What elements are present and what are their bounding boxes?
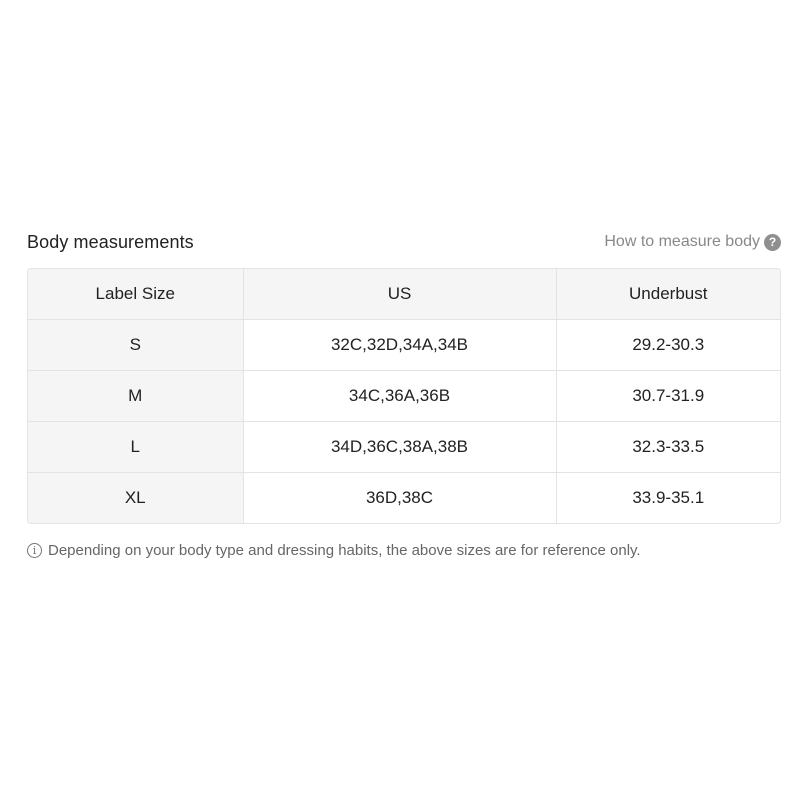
- how-to-measure-label[interactable]: How to measure body: [604, 233, 760, 250]
- column-header-underbust: Underbust: [556, 269, 780, 320]
- cell-label-size: L: [28, 422, 243, 473]
- column-header-label-size: Label Size: [28, 269, 243, 320]
- cell-underbust: 30.7-31.9: [556, 371, 780, 422]
- table-row: [28, 320, 780, 371]
- question-circle-icon[interactable]: ?: [764, 234, 781, 251]
- body-measurements-panel: [27, 228, 781, 559]
- cell-underbust: 33.9-35.1: [632, 488, 705, 507]
- reference-note-text: Depending on your body type and dressing habits, the above sizes are for reference only.: [48, 542, 641, 559]
- cell-label-size: M: [28, 371, 243, 422]
- info-circle-icon: i: [27, 543, 42, 558]
- cell-us: 34D,36C,38A,38B: [243, 422, 556, 473]
- cell-underbust: 32.3-33.5: [556, 422, 780, 473]
- size-table: [27, 268, 781, 524]
- cell-label-size: XL: [28, 473, 243, 524]
- panel-header: [27, 228, 781, 256]
- cell-us: 34C,36A,36B: [243, 371, 556, 422]
- cell-us: 36D,38C: [243, 473, 556, 524]
- reference-note: [27, 542, 781, 559]
- table-row: [28, 473, 780, 524]
- panel-title: Body measurements: [27, 231, 194, 252]
- cell-label-size: S: [28, 320, 243, 371]
- cell-underbust: 29.2-30.3: [556, 320, 780, 371]
- table-row: [28, 371, 780, 422]
- how-to-measure-link[interactable]: [604, 233, 781, 251]
- table-row: [28, 422, 780, 473]
- column-header-us: US: [243, 269, 556, 320]
- cell-us: 32C,32D,34A,34B: [243, 320, 556, 371]
- table-header-row: [28, 269, 780, 320]
